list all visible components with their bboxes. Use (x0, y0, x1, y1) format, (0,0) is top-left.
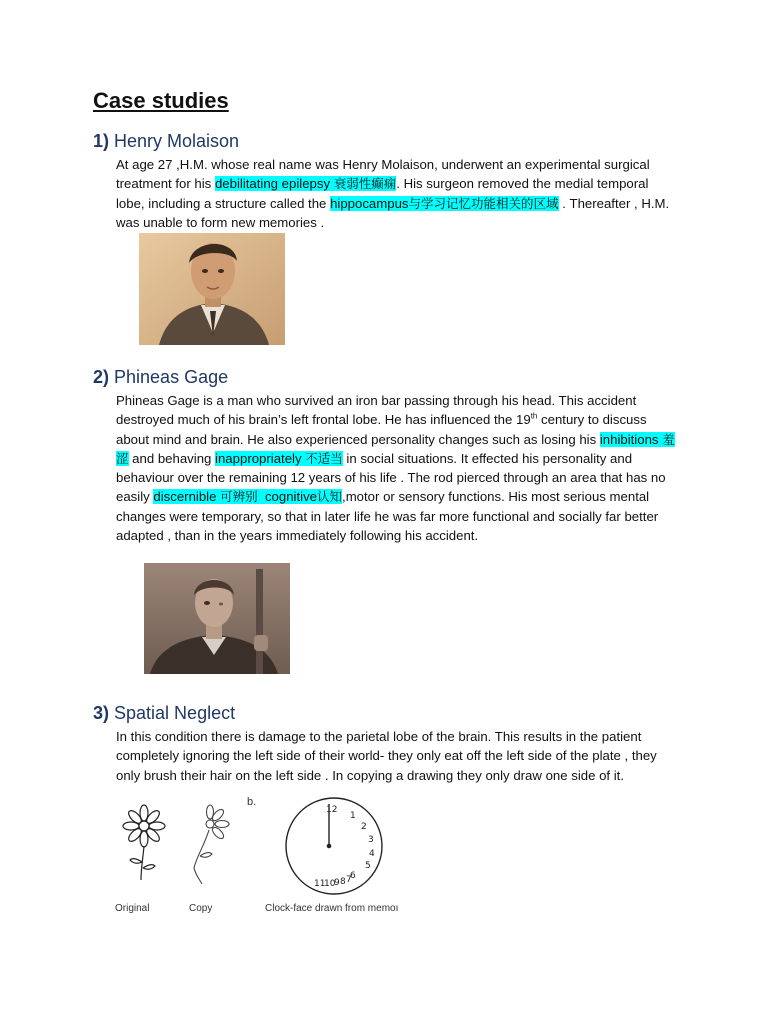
chinese-translation: 羞涩 (116, 431, 675, 466)
spatial-neglect-figure (110, 796, 402, 918)
section-heading-spatial-neglect (93, 703, 235, 724)
chinese-translation: 可辨别 (220, 489, 258, 505)
text-run: century to discuss about mind and brain. He also experienced personality changes such as losing his (116, 412, 647, 447)
clock-number: 10 (324, 879, 336, 889)
section-number: 1) (93, 131, 110, 151)
chinese-translation: 与学习记忆功能相关的区域 (408, 195, 559, 211)
page-title: Case studies (93, 88, 229, 113)
section-heading-phineas-gage (93, 367, 228, 388)
section-title: Henry Molaison (114, 131, 240, 151)
clock-number: 5 (365, 861, 371, 871)
chinese-translation: 不适当 (305, 450, 343, 466)
section-number: 2) (93, 367, 110, 387)
clock-number: 8 (340, 877, 346, 887)
term-text: discernible (153, 489, 217, 505)
text-run: in social situations. It effected his personality and behaviour over the remaining 12 years of his life . The rod pierced through an area that has no easily (116, 450, 666, 505)
caption-original: Original (115, 903, 150, 914)
original-flower-drawing (123, 805, 165, 880)
section-heading-henry-molaison (93, 131, 239, 152)
clock-numbers (314, 805, 375, 889)
highlighted-term (215, 451, 343, 466)
clock-number: 3 (368, 835, 374, 845)
highlighted-term (153, 489, 342, 504)
highlighted-term (215, 176, 396, 191)
spatial-neglect-paragraph: In this condition there is damage to the parietal lobe of the brain. This results in the patient completely ignoring the left side of their world- they only eat off the left side of the plate , they only brush their hair on the left side . In copying a drawing they only draw one side of it. (116, 729, 657, 783)
chinese-translation: 认知 (317, 489, 343, 505)
text-run: At age 27 ,H.M. whose real name was Henry Molaison, underwent an experimental surgical treatment for his (116, 157, 650, 192)
clock-number: 9 (334, 878, 340, 888)
clock-number: 11 (314, 879, 326, 889)
section-title: Phineas Gage (114, 367, 229, 387)
text-run: . His surgeon removed the medial temporal lobe, including a structure called the (116, 176, 649, 211)
henry-molaison-paragraph (116, 155, 678, 232)
term-text: inappropriately (215, 450, 302, 466)
phineas-gage-photo (144, 563, 290, 674)
caption-copy: Copy (189, 903, 213, 914)
text-run: Phineas Gage is a man who survived an iron bar passing through his head. This accident destroyed much of his brain’s left frontal lobe. He has influenced the 19 (116, 393, 637, 428)
clock-number: 12 (326, 805, 338, 815)
drawings (110, 796, 402, 896)
section-number: 3) (93, 703, 110, 723)
clock-number: 6 (350, 871, 356, 881)
highlighted-term (330, 196, 558, 211)
clock-number: 1 (350, 811, 356, 821)
term-text: cognitive (264, 489, 318, 505)
phineas-gage-paragraph (116, 391, 678, 545)
term-text: inhibitions (599, 431, 659, 447)
text-run: and behaving (128, 450, 216, 466)
term-text: hippocampus (330, 195, 409, 211)
clock-number: 4 (369, 849, 375, 859)
superscript: th (530, 411, 538, 421)
copy-flower-drawing (194, 805, 229, 884)
caption-clock: Clock-face drawn from memoı (265, 903, 399, 914)
text-run: . Thereafter , H.M. was unable to form new memories . (116, 195, 670, 230)
clock-number: 2 (361, 822, 367, 832)
term-text: debilitating epilepsy (214, 176, 331, 192)
henry-molaison-photo (139, 233, 285, 345)
figure-label-b: b. (247, 796, 257, 808)
section-title: Spatial Neglect (114, 703, 236, 723)
chinese-translation: 衰弱性癫痫 (333, 176, 397, 192)
text-run: ,motor or sensory functions. His most serious mental changes were temporary, so that in later life he was far more functional and socially far better adapted , than in the years immediately following his accident. (116, 489, 659, 544)
clock-number: 7 (346, 875, 352, 885)
